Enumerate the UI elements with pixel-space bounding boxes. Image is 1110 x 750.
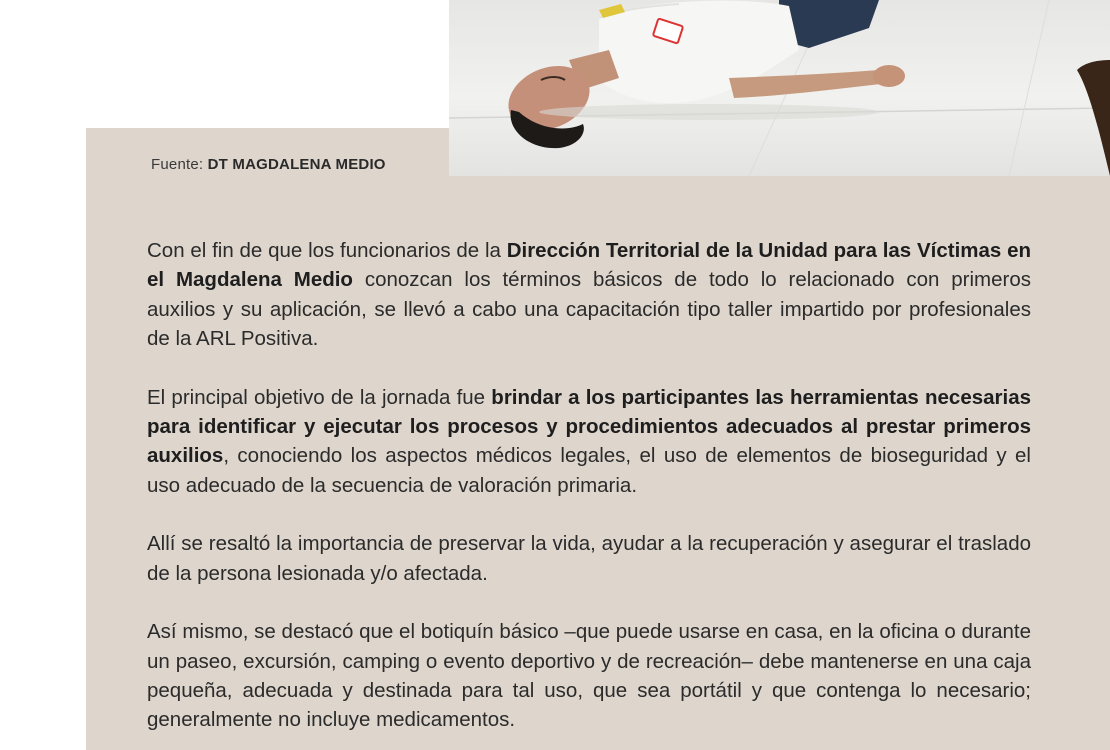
caption-label: Fuente: [151,156,208,173]
article-body [147,236,1031,750]
paragraph-text: Con el fin de que los funcionarios de la [147,239,507,262]
paragraph [147,529,1031,588]
article-photo [449,0,1110,176]
photo-caption [151,156,386,173]
paragraph-text: Así mismo, se destacó que el botiquín básico –que puede usarse en casa, en la oficina o durante un paseo, excursión, camping o evento deportivo y de recreación– debe mantenerse en una caja pequeña, adecuada y destinada para tal uso, que sea portátil y que contenga lo necesario; generalmente no incluye medicamentos. [147,620,1031,732]
paragraph-text: conozcan los términos básicos de todo lo relacionado con primeros auxilios y su aplicación, se llevó a cabo una capacitación tipo taller impartido por profesionales de la ARL Positiva. [147,268,1031,350]
caption-source: DT MAGDALENA MEDIO [207,156,386,173]
paragraph [147,383,1031,500]
paragraph-bold-text: Dirección Territorial de la Unidad para las Víctimas en el Magdalena Medio [147,239,1031,292]
paragraph [147,236,1031,353]
paragraph [147,617,1031,734]
paragraph-text: El principal objetivo de la jornada fue [147,385,492,409]
paragraph-text: Allí se resaltó la importancia de preservar la vida, ayudar a la recuperación y asegurar el traslado de la persona lesionada y/o afectada. [147,532,1031,585]
first-aid-training-photo [449,0,1110,176]
paragraph-bold-text: brindar a los participantes las herramientas necesarias para identificar y ejecutar los procesos y procedimientos adecuados al prestar primeros auxilios [147,385,1031,468]
paragraph-text: , conociendo los aspectos médicos legales, el uso de elementos de bioseguridad y el uso adecuado de la secuencia de valoración primaria. [147,444,1031,497]
